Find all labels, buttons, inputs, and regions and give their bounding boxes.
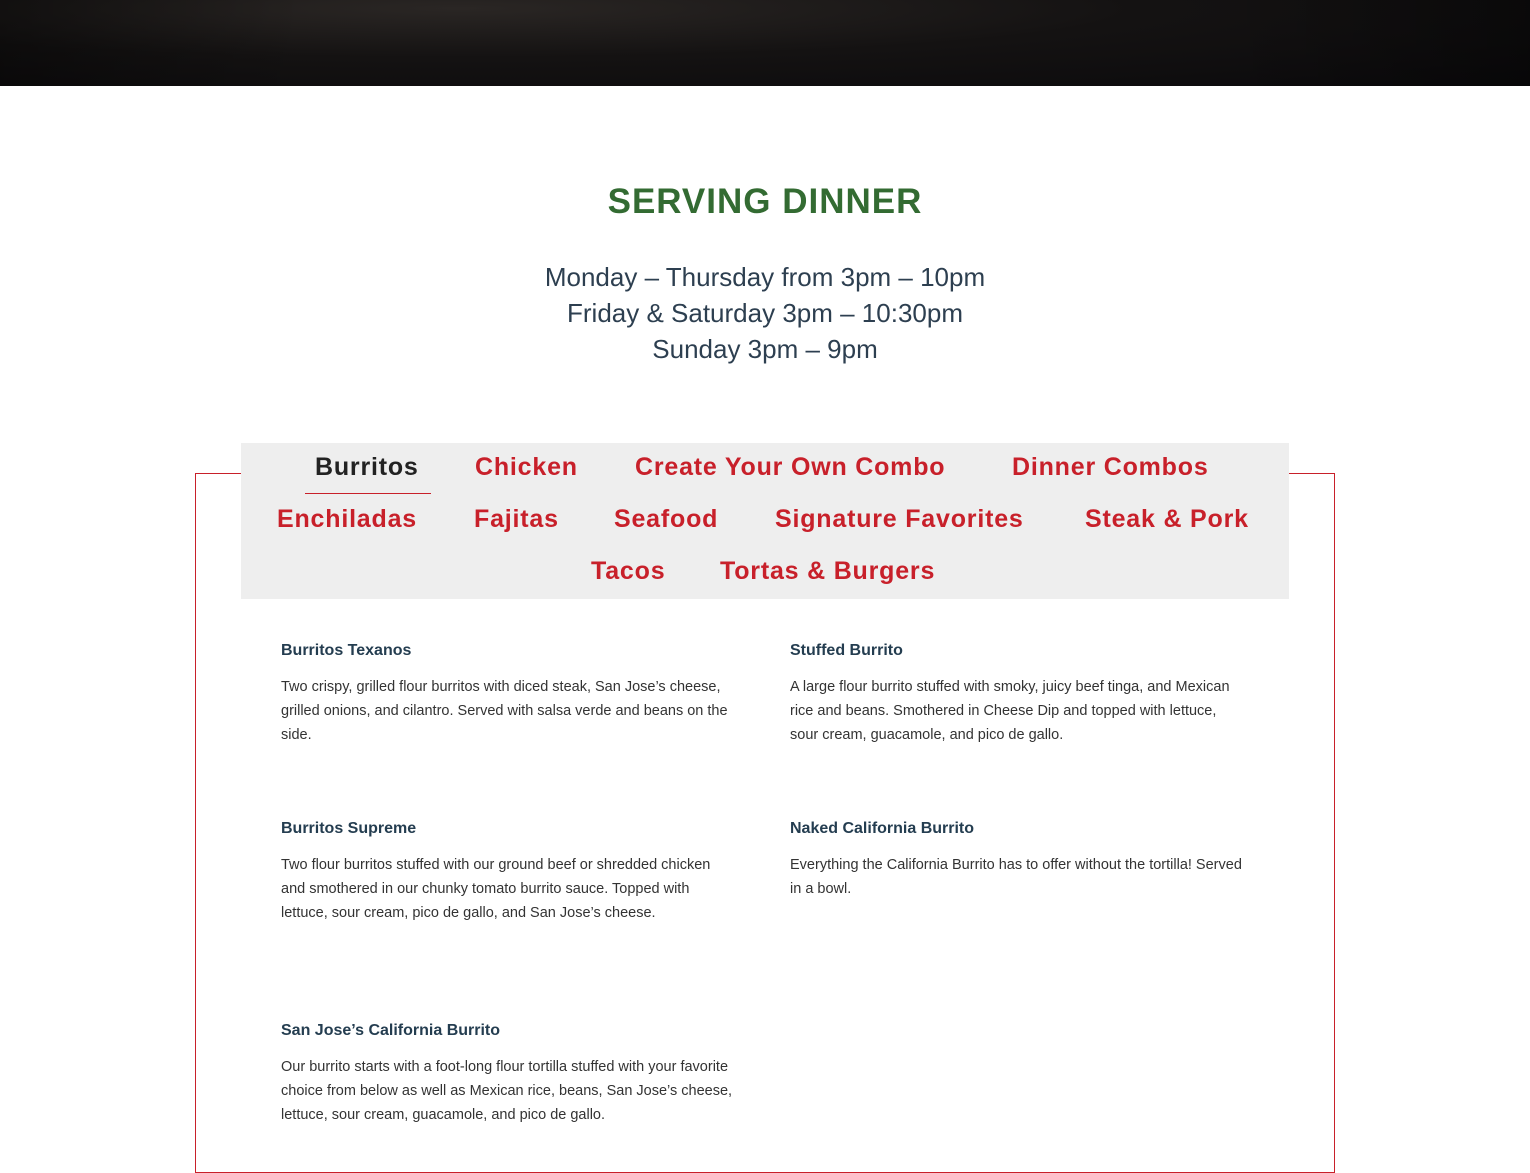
tab-dinner-combos[interactable]: Dinner Combos	[1012, 453, 1209, 481]
menu-item-description: A large flour burrito stuffed with smoky, juicy beef tinga, and Mexican rice and beans. Smothered in Cheese Dip and topped with lettuce, sour cream, guacamole, and pico de gallo.	[790, 679, 1230, 743]
menu-item-description: Everything the California Burrito has to offer without the tortilla! Served in a bowl.	[790, 857, 1242, 897]
active-tab-indicator	[305, 493, 431, 494]
section-title: SERVING DINNER	[607, 182, 923, 221]
hours-block	[0, 259, 1530, 367]
tab-enchiladas[interactable]: Enchiladas	[277, 505, 417, 533]
menu-item-description: Two flour burritos stuffed with our ground beef or shredded chicken and smothered in our chunky tomato burrito sauce. Topped with lettuce, sour cream, pico de gallo, and San Jose’s cheese.	[281, 857, 711, 921]
tab-steak-pork[interactable]: Steak & Pork	[1085, 505, 1249, 533]
tab-fajitas[interactable]: Fajitas	[474, 505, 559, 533]
tab-create-your-own-combo[interactable]: Create Your Own Combo	[635, 453, 946, 481]
menu-item-title: Burritos Texanos	[281, 642, 412, 659]
menu-item-title: Burritos Supreme	[281, 820, 417, 837]
menu-item-description: Two crispy, grilled flour burritos with diced steak, San Jose’s cheese, grilled onions, and cilantro. Served with salsa verde and beans on the side.	[281, 679, 728, 743]
tab-tacos[interactable]: Tacos	[591, 557, 666, 585]
tab-seafood[interactable]: Seafood	[614, 505, 719, 533]
menu-item-title: Naked California Burrito	[790, 820, 975, 837]
menu-item-title: Stuffed Burrito	[790, 642, 903, 659]
hours-line-weekend: Friday & Saturday 3pm – 10:30pm	[567, 298, 963, 328]
menu-item-description: Our burrito starts with a foot-long flour tortilla stuffed with your favorite choice from below as well as Mexican rice, beans, San Jose’s cheese, lettuce, sour cream, guacamole, and pico de gallo.	[281, 1059, 733, 1123]
tab-chicken[interactable]: Chicken	[475, 453, 578, 481]
tab-signature-favorites[interactable]: Signature Favorites	[775, 505, 1024, 533]
hours-line-sunday: Sunday 3pm – 9pm	[652, 334, 878, 364]
menu-item-title: San Jose’s California Burrito	[281, 1022, 501, 1039]
hours-line-weekdays: Monday – Thursday from 3pm – 10pm	[544, 262, 986, 292]
hero-banner	[0, 0, 1530, 86]
tab-burritos[interactable]: Burritos	[315, 453, 419, 481]
tab-tortas-burgers[interactable]: Tortas & Burgers	[720, 557, 936, 585]
